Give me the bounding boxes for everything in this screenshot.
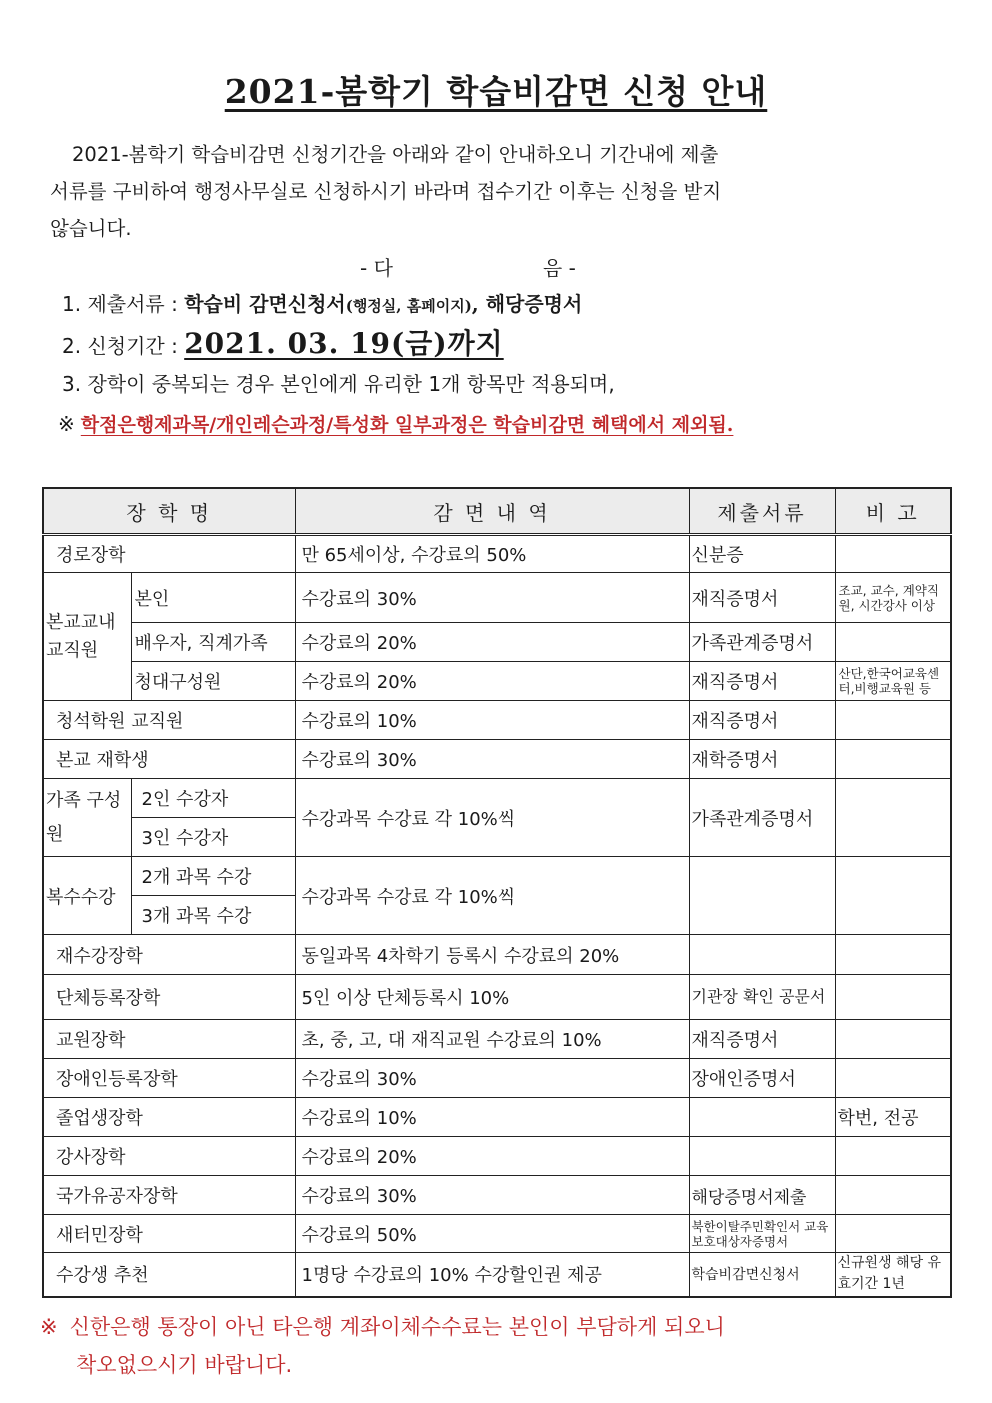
table-row: 청석학원 교직원 수강료의 10% 재직증명서: [43, 701, 951, 740]
scholarship-table: [42, 487, 952, 1298]
reference-mark-icon: ※: [40, 1315, 58, 1339]
table-row: 경로장학 만 65세이상, 수강료의 50% 신분증: [43, 535, 951, 573]
table-row: 본교 재학생 수강료의 30% 재학증명서: [43, 740, 951, 779]
intro-line: 서류를 구비하여 행정사무실로 신청하시기 바라며 접수기간 이후는 신청을 받지: [50, 180, 722, 203]
header-name: 장 학 명: [43, 488, 295, 535]
table-row: 장애인등록장학 수강료의 30% 장애인증명서: [43, 1059, 951, 1098]
deadline-date: 2021. 03. 19(금)까지: [184, 327, 504, 360]
header-docs: 제출서류: [689, 488, 835, 535]
item-duplicate: 3. 장학이 중복되는 경우 본인에게 유리한 1개 항목만 적용되며,: [62, 372, 615, 396]
table-row: 국가유공자장학 수강료의 30% 해당증명서제출: [43, 1176, 951, 1215]
table-row: 복수수강 2개 과목 수강 수강과목 수강료 각 10%씩: [43, 857, 951, 896]
header-detail: 감 면 내 역: [295, 488, 689, 535]
reference-mark-icon: ※: [58, 412, 75, 436]
exclusion-note: 학점은행제과목/개인레슨과정/특성화 일부과정은 학습비감면 혜택에서 제외됨.: [80, 414, 734, 436]
intro-line: 않습니다.: [50, 217, 132, 240]
item-documents: 1. 제출서류 : 학습비 감면신청서(행정실, 홈페이지), 해당증명서: [62, 292, 583, 316]
table-row: 배우자, 직계가족 수강료의 20% 가족관계증명서: [43, 623, 951, 662]
item-note: [58, 404, 962, 444]
table-row: 본교교내 교직원 본인 수강료의 30% 재직증명서 조교, 교수, 계약직원, 시간강사 이상: [43, 573, 951, 623]
item-list: [58, 284, 962, 444]
table-row: 청대구성원 수강료의 20% 재직증명서 산단,한국어교육센터,비행교육원 등: [43, 662, 951, 701]
table-row: 수강생 추천 1명당 수강료의 10% 수강할인권 제공 학습비감면신청서 신규원생 해당 유효기간 1년: [43, 1253, 951, 1297]
item-period: 2. 신청기간 : 2021. 03. 19(금)까지: [62, 327, 504, 360]
table-row: 재수강장학 동일과목 4차학기 등록시 수강료의 20%: [43, 935, 951, 975]
table-row: 강사장학 수강료의 20%: [43, 1137, 951, 1176]
table-row: 새터민장학 수강료의 50% 북한이탈주민확인서 교육보호대상자증명서: [43, 1215, 951, 1253]
section-heading: - 다 음 -: [360, 256, 576, 280]
table-row: 3개 과목 수강: [43, 896, 951, 935]
header-note: 비 고: [835, 488, 951, 535]
footer-notice: ※ 신한은행 통장이 아닌 타은행 계좌이체수수료는 본인이 부담하게 되오니 착오없으시기 바랍니다.: [40, 1315, 725, 1377]
intro-line: 2021-봄학기 학습비감면 신청기간을 아래와 같이 안내하오니 기간내에 제출: [72, 143, 719, 166]
table-row: 가족 구성원 2인 수강자 수강과목 수강료 각 10%씩 가족관계증명서: [43, 779, 951, 818]
table-header-row: [43, 488, 951, 535]
page-title: 2021-봄학기 학습비감면 신청 안내: [224, 72, 768, 111]
intro-paragraph: [50, 136, 930, 247]
table-row: 졸업생장학 수강료의 10% 학번, 전공: [43, 1098, 951, 1137]
table-row: 단체등록장학 5인 이상 단체등록시 10% 기관장 확인 공문서: [43, 975, 951, 1020]
table-row: 3인 수강자: [43, 818, 951, 857]
table-row: 교원장학 초, 중, 고, 대 재직교원 수강료의 10% 재직증명서: [43, 1020, 951, 1059]
